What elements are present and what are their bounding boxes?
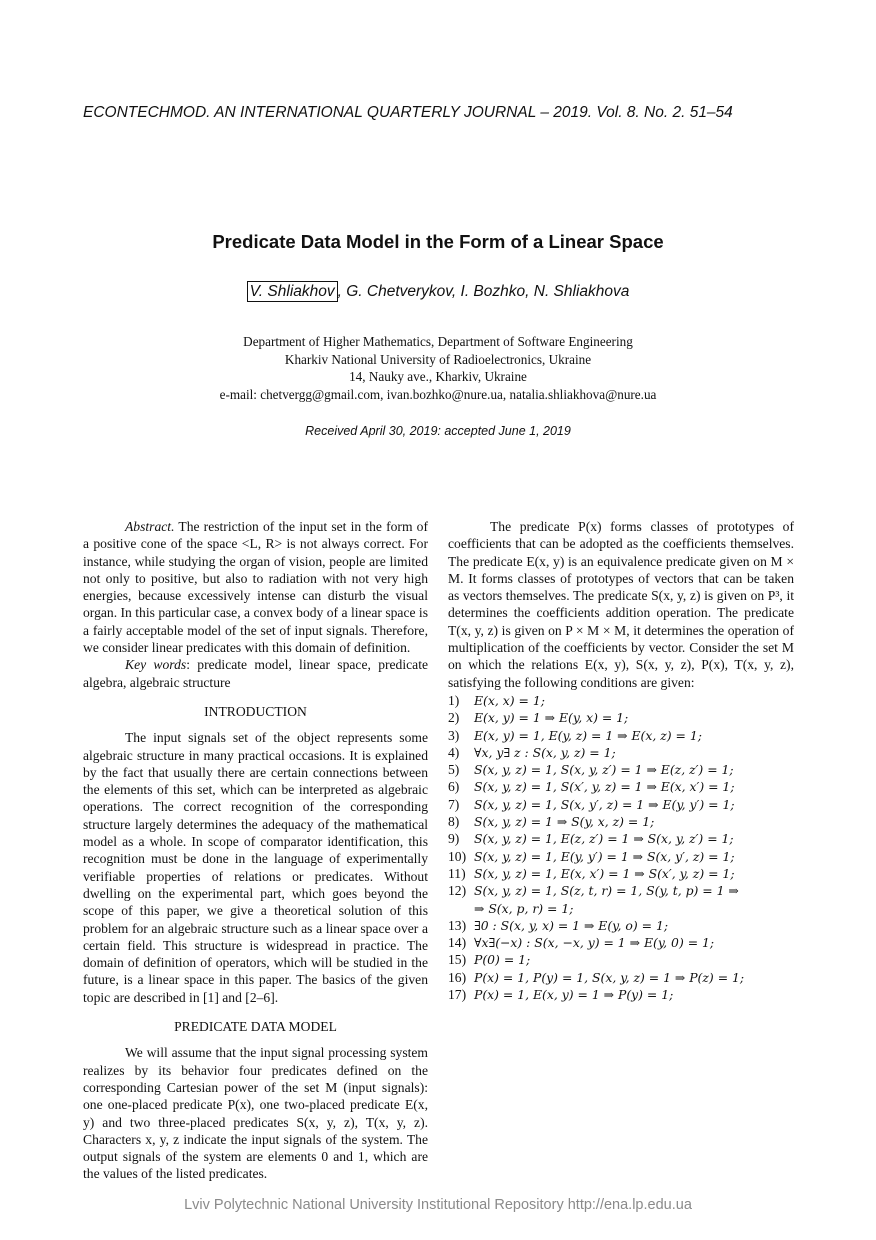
condition-formula: E(x, y) = 1, E(y, z) = 1 ⇒ E(x, z) = 1; (474, 727, 702, 743)
condition-item (448, 709, 794, 726)
condition-formula: E(x, y) = 1 ⇒ E(y, x) = 1; (474, 710, 629, 726)
condition-formula: S(x, y, z) = 1, E(y, y′) = 1 ⇒ S(x, y′, z) = 1; (474, 848, 735, 864)
condition-formula: P(0) = 1; (474, 952, 531, 968)
condition-formula: ∃0 : S(x, y, x) = 1 ⇒ E(y, o) = 1; (474, 917, 669, 933)
condition-formula: E(x, x) = 1; (474, 692, 545, 708)
conditions-list (448, 692, 794, 1003)
condition-number: 7) (448, 796, 460, 812)
condition-formula: S(x, y, z) = 1, S(x′, y, z) = 1 ⇒ E(x, x′) = 1; (474, 779, 735, 795)
condition-formula: S(x, y, z) = 1, E(x, x′) = 1 ⇒ S(x′, y, z) = 1; (474, 865, 735, 881)
introduction-paragraph: The input signals set of the object represents some algebraic structure in many practical occasions. It is explained by the fact that usually there are certain connections between the elements of this set, which can be interpreted as algebraic operations. The correct recognition of the corresponding structure largely determines the adequacy of the mathematical model as a whole. In scope of comparator identification, this recognition must be done in the language of experimentally verifiable properties of relations or predicates. Without dwelling on the experimental part, which goes beyond the scope of this paper, we give a theoretical solution of this problem for an algebraic structure such as a linear space over a certain field. This structure is widespread in practice. The domain of definition of operators, which will be studied in the future, is a linear space in this paper. The basics of the given topic are described in [1] and [2–6]. (83, 730, 428, 1005)
condition-formula: S(x, y, z) = 1, S(z, t, r) = 1, S(y, t, p) = 1 ⇒ (474, 883, 739, 899)
condition-formula: S(x, y, z) = 1, S(x, y′, z) = 1 ⇒ E(y, y′) = 1; (474, 796, 735, 812)
keywords-text: : predicate model, linear space, predicate algebra, algebraic structure (83, 657, 428, 690)
keywords-paragraph (83, 656, 428, 691)
condition-formula: P(x) = 1, E(x, y) = 1 ⇒ P(y) = 1; (474, 987, 674, 1003)
abstract-paragraph (83, 518, 428, 656)
condition-formula: S(x, y, z) = 1, E(z, z′) = 1 ⇒ S(x, y, z′) = 1; (474, 831, 734, 847)
condition-number: 4) (448, 744, 460, 760)
journal-header: ECONTECHMOD. AN INTERNATIONAL QUARTERLY JOURNAL – 2019. Vol. 8. No. 2. 51–54 (83, 104, 733, 121)
affiliation-departments: Department of Higher Mathematics, Department of Software Engineering (243, 334, 633, 349)
condition-number: 12) (448, 883, 467, 899)
predicate-paragraph-2: The predicate P(x) forms classes of prototypes of coefficients that can be adopted as the coefficients themselves. The predicate E(x, y) is an equivalence predicate given on M × M. It forms classes of prototypes of vectors that can be taken as vectors themselves. The predicate S(x, y, z) is given on P³, it determines the coefficients addition operation. The predicate T(x, y, z) is given on P × M × M, it determines the operation of multiplication of the coefficients by vector. Consider the set M on which the relations E(x, y), S(x, y, z), P(x), T(x, y, z), satisfying the following conditions are given: (448, 519, 794, 690)
condition-formula: ⇒ S(x, p, r) = 1; (474, 900, 574, 916)
condition-item (448, 917, 794, 934)
condition-formula: P(x) = 1, P(y) = 1, S(x, y, z) = 1 ⇒ P(z) = 1; (474, 969, 745, 985)
condition-item (448, 727, 794, 744)
condition-item (448, 882, 794, 899)
left-column (83, 518, 428, 1183)
condition-number: 8) (448, 814, 460, 830)
introduction-heading: INTRODUCTION (204, 703, 307, 719)
condition-number: 17) (448, 987, 467, 1003)
condition-number: 11) (448, 865, 466, 881)
affiliation-address: 14, Nauky ave., Kharkiv, Ukraine (349, 369, 527, 384)
condition-item (448, 761, 794, 778)
condition-number: 3) (448, 727, 460, 743)
condition-number: 2) (448, 710, 460, 726)
condition-number: 15) (448, 952, 467, 968)
condition-item (448, 969, 794, 986)
condition-item (448, 813, 794, 830)
condition-item (448, 986, 794, 1003)
condition-number: 13) (448, 917, 467, 933)
condition-item (448, 865, 794, 882)
abstract-label: Abstract. (125, 519, 175, 534)
condition-number: 16) (448, 969, 467, 985)
predicate-paragraph-1: We will assume that the input signal processing system realizes by its behavior four predicates defined on the corresponding Cartesian power of the set M (input signals): one one-placed predicate P(x), one two-placed predicate E(x, y) and two three-placed predicates S(x, y, z), T(x, y, z). Characters x, y, z indicate the input signals of the system. The output signals of the system are elements 0 and 1, which are the values of the listed predicates. (83, 1045, 428, 1182)
condition-item (448, 951, 794, 968)
author-list (0, 283, 876, 301)
condition-formula: ∀x, y∃ z : S(x, y, z) = 1; (474, 744, 616, 760)
condition-number: 6) (448, 779, 460, 795)
affiliation-emails: e-mail: chetvergg@gmail.com, ivan.bozhko@nure.ua, natalia.shliakhova@nure.ua (219, 386, 657, 402)
condition-number: 9) (448, 831, 460, 847)
affiliation-university: Kharkiv National University of Radioelectronics, Ukraine (284, 351, 592, 367)
received-dates: Received April 30, 2019: accepted June 1, 2019 (305, 424, 571, 438)
predicate-model-heading: PREDICATE DATA MODEL (174, 1019, 337, 1035)
abstract-text: The restriction of the input set in the form of a positive cone of the space <L, R> is not always correct. For instance, while studying the organ of vision, people are limited not only to positive, but also to radiation with not very high energies, because excessively intense can disturb the visual organ. In this particular case, a convex body of a linear space is a fairly acceptable model of the set of input signals. Therefore, we consider linear predicates with this domain of definition. (83, 519, 428, 656)
right-column (448, 518, 794, 1003)
condition-number: 1) (448, 692, 460, 708)
condition-number: 5) (448, 762, 460, 778)
affiliation-block (0, 333, 876, 403)
keywords-label: Key words (125, 657, 187, 673)
condition-item (448, 934, 794, 951)
condition-item (448, 848, 794, 865)
condition-formula: ∀x∃(−x) : S(x, −x, y) = 1 ⇒ E(y, 0) = 1; (474, 935, 715, 951)
condition-number: 10) (448, 848, 467, 864)
condition-formula: S(x, y, z) = 1 ⇒ S(y, x, z) = 1; (474, 814, 655, 830)
repository-footer: Lviv Polytechnic National University Institutional Repository http://ena.lp.edu.ua (184, 1197, 692, 1213)
condition-item (448, 796, 794, 813)
condition-item (448, 830, 794, 847)
other-authors: , G. Chetverykov, I. Bozhko, N. Shliakhova (337, 283, 630, 300)
condition-item (448, 744, 794, 761)
condition-item (448, 900, 794, 917)
condition-item (448, 692, 794, 709)
condition-formula: S(x, y, z) = 1, S(x, y, z′) = 1 ⇒ E(z, z′) = 1; (474, 762, 734, 778)
condition-item (448, 778, 794, 795)
first-author-highlight: V. Shliakhov (247, 281, 338, 302)
condition-number: 14) (448, 935, 467, 951)
paper-title: Predicate Data Model in the Form of a Linear Space (212, 231, 664, 252)
